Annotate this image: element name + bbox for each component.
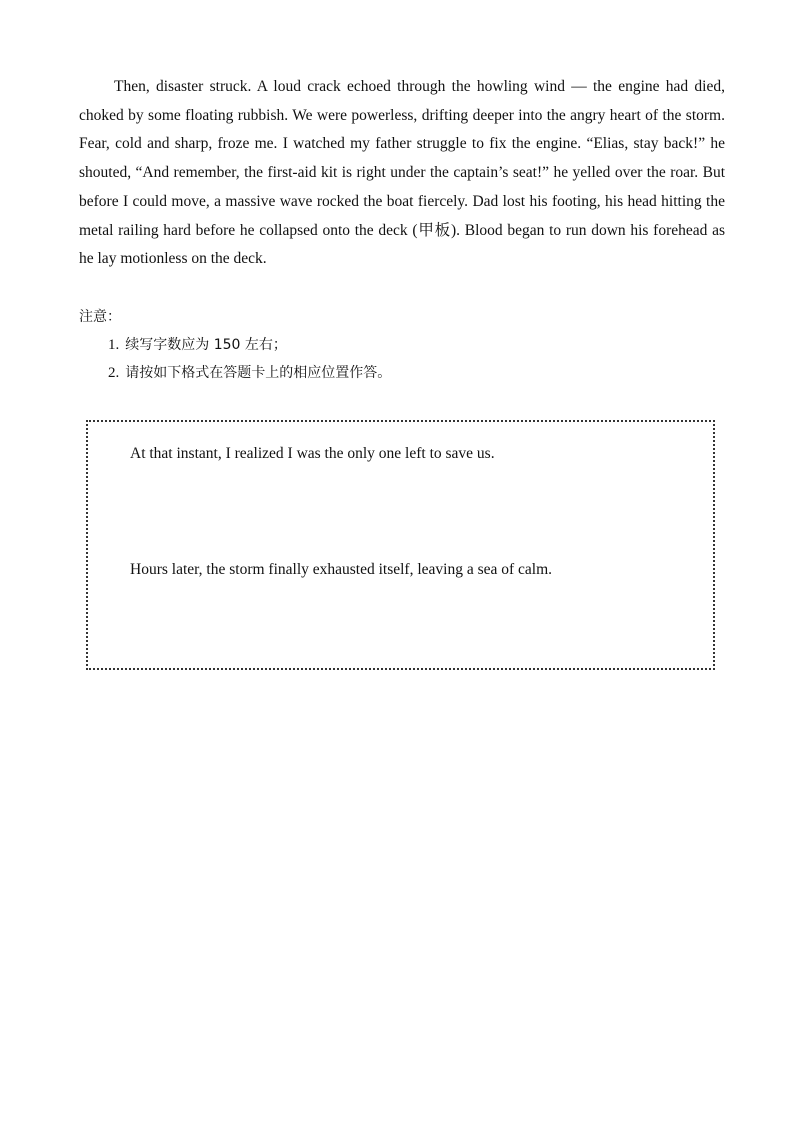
notes-item xyxy=(108,359,719,387)
notes-item-text: 续写字数应为 150 左右； xyxy=(125,337,287,353)
notes-item-number: 1. xyxy=(108,337,120,353)
notes-item xyxy=(108,331,719,359)
notes-section xyxy=(79,303,719,387)
notes-list xyxy=(79,331,719,387)
notes-item-text: 请按如下格式在答题卡上的相应位置作答。 xyxy=(125,365,392,381)
answer-box xyxy=(86,420,715,670)
story-passage: Then, disaster struck. A loud crack echoed through the howling wind — the engine had died, choked by some floating rubbish. We were powerless, drifting deeper into the angry heart of the storm. Fear, cold and sharp, froze me. I watched my father struggle to fix the engine. “Elias, stay back!” he shouted, “And remember, the first-aid kit is right under the captain’s seat!” he yelled over the roar. But before I could move, a massive wave rocked the boat fiercely. Dad lost his footing, his head hitting the metal railing hard before he collapsed onto the deck (甲板). Blood began to run down his forehead as he lay motionless on the deck. xyxy=(79,78,725,268)
notes-heading: 注意： xyxy=(79,309,121,325)
paragraph-1-opening: At that instant, I realized I was the only one left to save us. xyxy=(130,445,495,462)
notes-item-number: 2. xyxy=(108,365,120,381)
paragraph-2-opening: Hours later, the storm finally exhausted itself, leaving a sea of calm. xyxy=(130,561,553,578)
